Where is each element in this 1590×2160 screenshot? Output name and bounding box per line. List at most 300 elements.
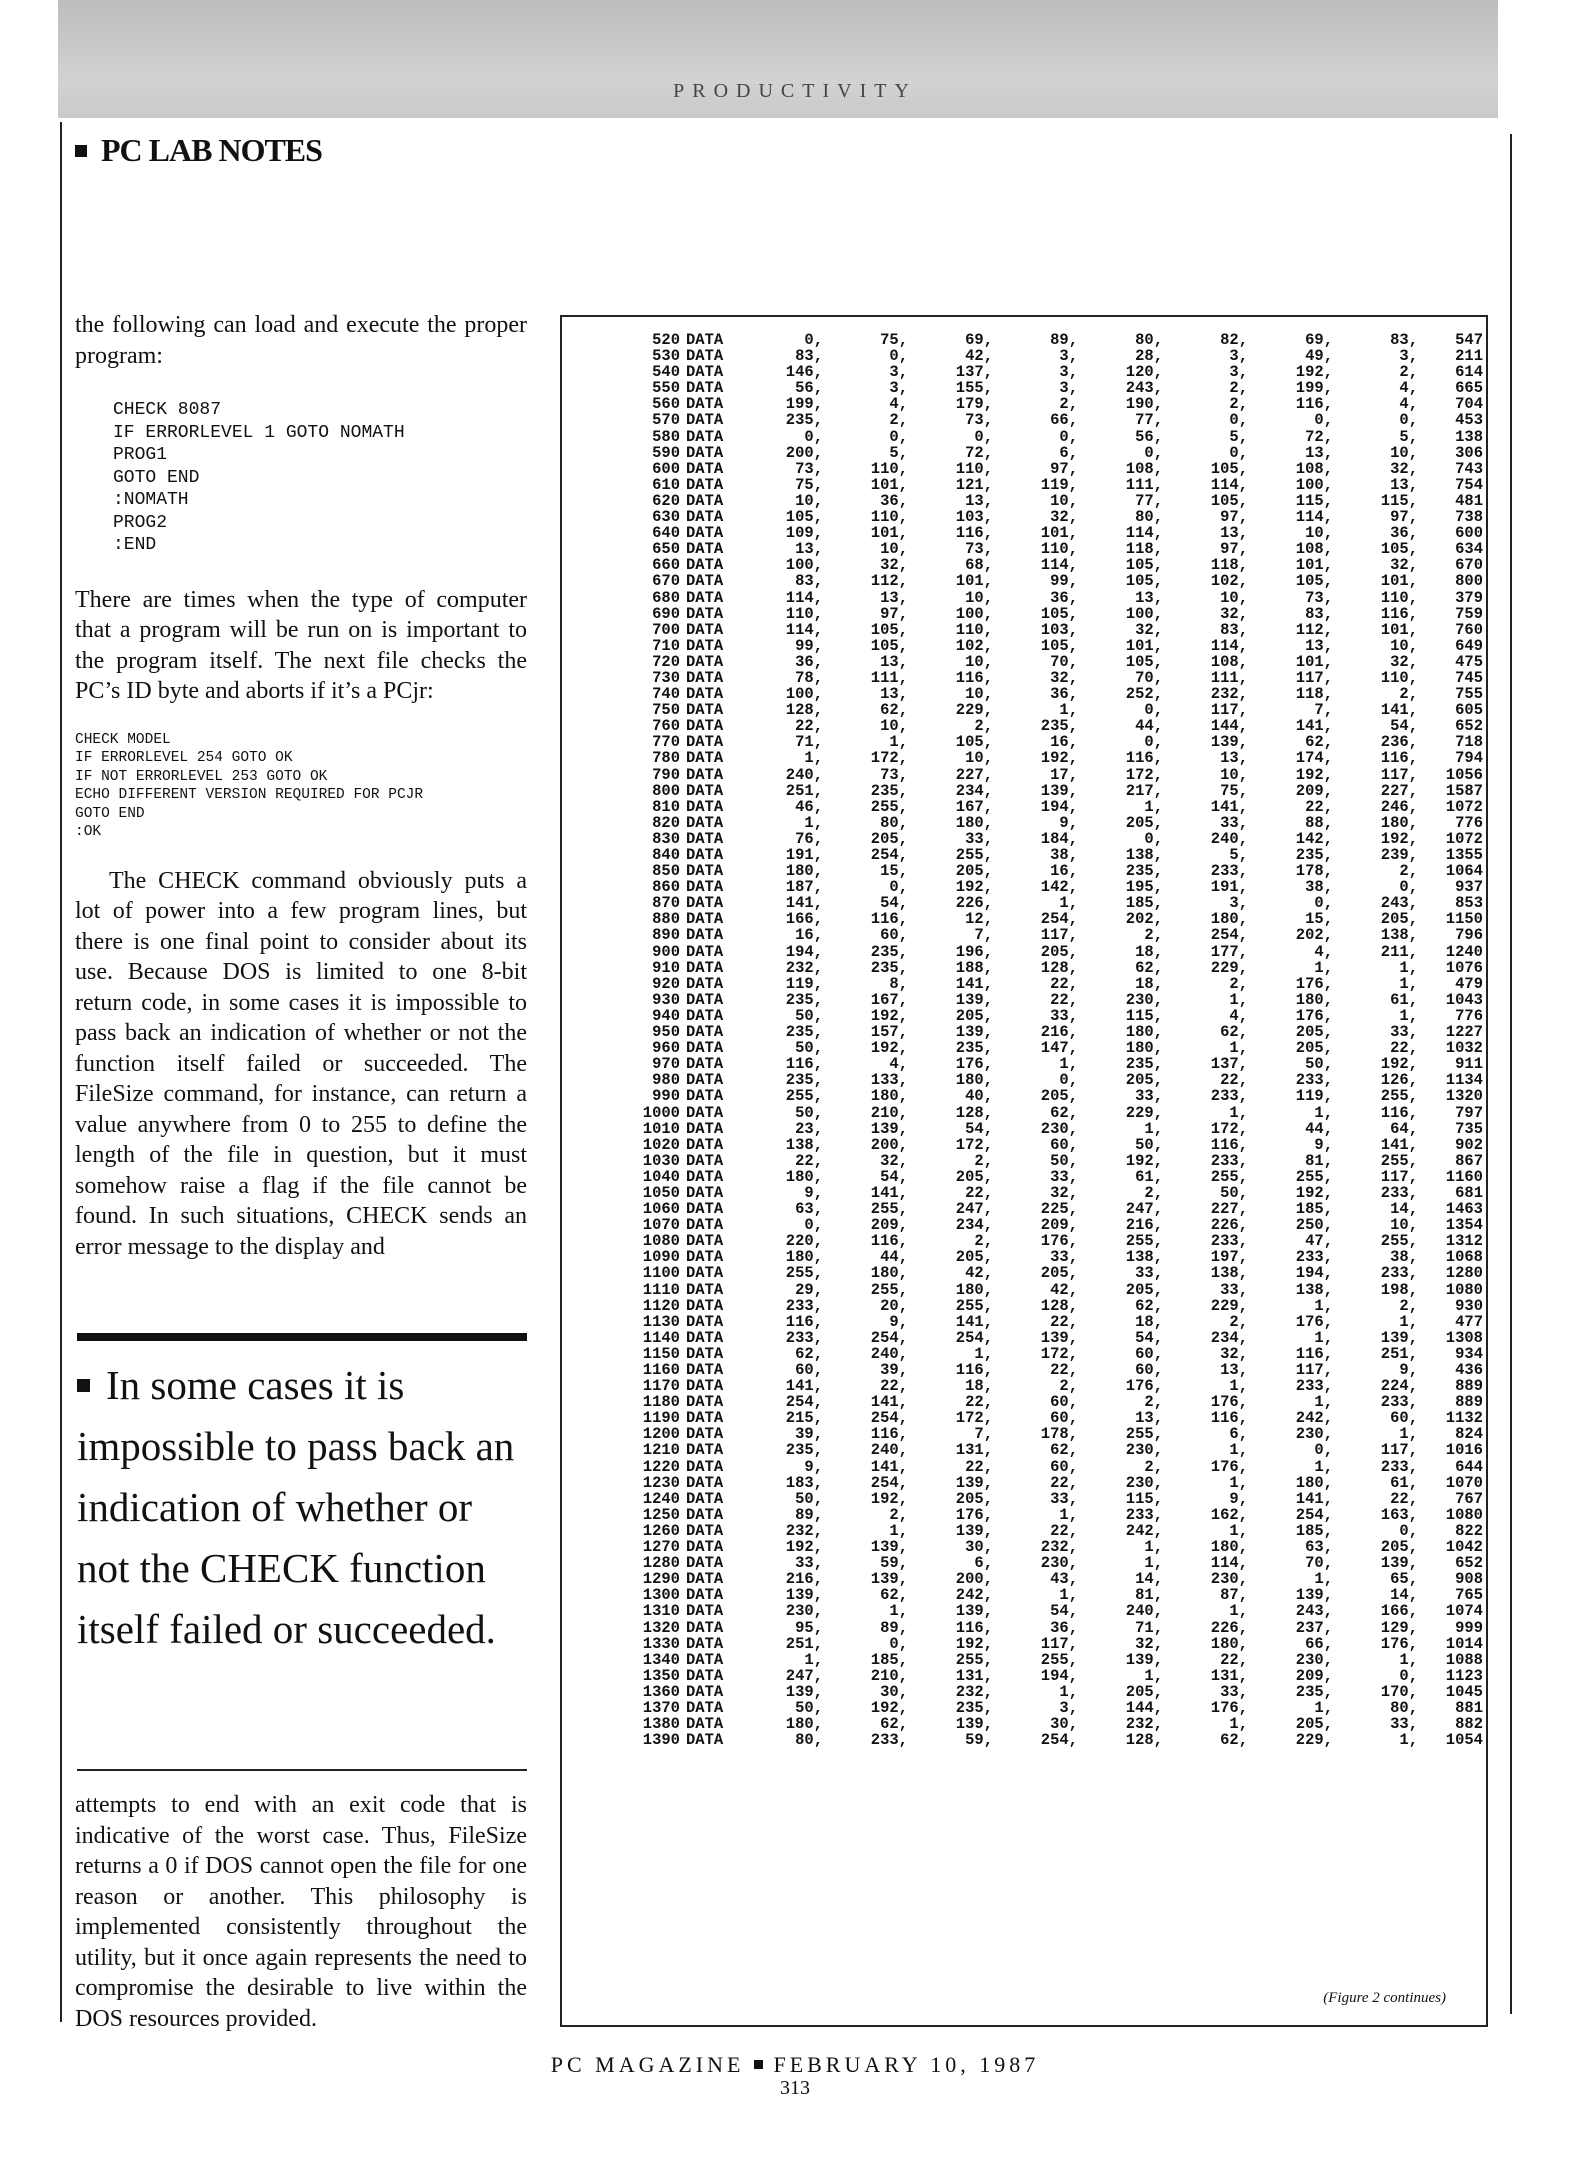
data-value: 205, (1040, 942, 1078, 961)
data-value: 116, (955, 1618, 993, 1637)
paragraph-computer-type: There are times when the type of computer that a program will be run on is important to the program itself. The next file checks the PC’s ID byte and aborts if it’s a PCjr: (75, 586, 527, 704)
checksum-cell: 379 (1455, 588, 1483, 607)
column-title-text: PC LAB NOTES (101, 132, 322, 168)
data-value: 0, (1144, 829, 1163, 848)
data-value: 232, (785, 958, 823, 977)
data-value: 69, (1305, 331, 1333, 349)
table-row (634, 606, 1483, 622)
data-keyword: DATA (686, 459, 724, 478)
line-number: 770 (652, 733, 680, 752)
data-value: 22, (965, 1393, 993, 1412)
checksum-cell: 1587 (1445, 781, 1483, 800)
data-value: 100, (1125, 604, 1163, 623)
data-value: 108, (1125, 459, 1163, 478)
data-value: 1, (1229, 1039, 1248, 1058)
table-row (634, 815, 1483, 831)
line-number: 1100 (642, 1264, 680, 1283)
data-value: 255, (1125, 1232, 1163, 1251)
data-value: 235, (1040, 717, 1078, 736)
data-value: 3, (889, 363, 908, 382)
line-number: 590 (652, 443, 680, 462)
data-value: 0, (1314, 1441, 1333, 1460)
data-value: 60, (1050, 1457, 1078, 1476)
data-value: 146, (785, 363, 823, 382)
table-row (634, 1475, 1483, 1491)
data-value: 232, (955, 1682, 993, 1701)
data-value: 166, (785, 910, 823, 929)
data-value: 121, (955, 475, 993, 494)
checksum-cell: 1080 (1445, 1280, 1483, 1299)
data-value: 10, (965, 588, 993, 607)
data-value: 1, (1229, 1103, 1248, 1122)
table-row (634, 590, 1483, 606)
data-keyword: DATA (686, 1296, 724, 1315)
data-value: 229, (1210, 958, 1248, 977)
data-value: 0, (1229, 411, 1248, 430)
table-row (634, 348, 1483, 364)
data-value: 7, (974, 926, 993, 945)
line-number: 1350 (642, 1666, 680, 1685)
data-value: 254, (870, 846, 908, 864)
table-row (634, 1233, 1483, 1249)
data-keyword: DATA (686, 1344, 724, 1363)
data-value: 1, (1144, 1119, 1163, 1138)
data-value: 128, (785, 701, 823, 720)
data-value: 100, (955, 604, 993, 623)
data-value: 0, (1229, 443, 1248, 462)
data-value: 1, (1059, 1682, 1078, 1701)
data-value: 138, (1125, 846, 1163, 864)
data-value: 1, (1059, 1505, 1078, 1524)
checksum-cell: 1054 (1445, 1731, 1483, 1750)
data-value: 32, (880, 556, 908, 575)
data-value: 205, (1125, 1682, 1163, 1701)
data-value: 230, (785, 1602, 823, 1621)
data-value: 105, (1040, 604, 1078, 623)
checksum-cell: 902 (1455, 1135, 1483, 1154)
data-value: 205, (870, 829, 908, 848)
data-value: 16, (795, 926, 823, 945)
data-value: 233, (1295, 1071, 1333, 1090)
data-value: 40, (965, 1087, 993, 1106)
data-value: 1, (1229, 990, 1248, 1009)
data-value: 60, (1050, 1393, 1078, 1412)
data-value: 172, (870, 749, 908, 768)
data-value: 7, (1314, 701, 1333, 720)
pullquote-bottom-rule (77, 1769, 527, 1771)
data-value: 137, (1210, 1055, 1248, 1074)
checksum-cell: 1045 (1445, 1682, 1483, 1701)
line-number: 740 (652, 685, 680, 704)
data-value: 76, (795, 829, 823, 848)
line-number: 1380 (642, 1715, 680, 1734)
table-row (634, 1410, 1483, 1426)
data-value: 139, (785, 1682, 823, 1701)
data-value: 4, (889, 1055, 908, 1074)
data-value: 115, (1125, 1489, 1163, 1508)
data-value: 10, (965, 685, 993, 704)
data-value: 10, (1390, 636, 1418, 655)
data-value: 117, (1210, 701, 1248, 720)
data-value: 229, (1295, 1731, 1333, 1750)
checksum-cell: 1123 (1445, 1666, 1483, 1685)
data-keyword: DATA (686, 1200, 724, 1219)
data-value: 36, (795, 652, 823, 671)
data-keyword: DATA (686, 620, 724, 639)
data-value: 192, (870, 1039, 908, 1058)
data-keyword: DATA (686, 540, 724, 559)
data-value: 36, (1390, 524, 1418, 543)
data-value: 5, (1399, 427, 1418, 446)
data-value: 176, (1295, 1006, 1333, 1025)
data-value: 105, (1380, 540, 1418, 559)
data-value: 243, (1125, 379, 1163, 398)
code-line: :END (113, 535, 157, 555)
line-number: 610 (652, 475, 680, 494)
data-value: 83, (795, 347, 823, 366)
data-keyword: DATA (686, 685, 724, 704)
data-value: 42, (1050, 1280, 1078, 1299)
data-value: 209, (1295, 781, 1333, 800)
data-value: 33, (1390, 1715, 1418, 1734)
data-value: 192, (785, 1538, 823, 1557)
data-keyword: DATA (686, 894, 724, 913)
line-number: 1220 (642, 1457, 680, 1476)
checksum-cell: 759 (1455, 604, 1483, 623)
data-value: 13, (1220, 1361, 1248, 1379)
data-value: 2, (1229, 1312, 1248, 1331)
checksum-cell: 1312 (1445, 1232, 1483, 1251)
data-keyword: DATA (686, 443, 724, 462)
data-value: 205, (1295, 1039, 1333, 1058)
data-value: 100, (785, 685, 823, 704)
data-keyword: DATA (686, 395, 724, 414)
data-value: 80, (1135, 331, 1163, 349)
data-keyword: DATA (686, 1441, 724, 1460)
line-number: 880 (652, 910, 680, 929)
data-value: 13, (1390, 475, 1418, 494)
data-value: 33, (1050, 1248, 1078, 1267)
data-value: 2, (974, 1232, 993, 1251)
data-value: 3, (1059, 379, 1078, 398)
data-value: 97, (1220, 508, 1248, 527)
data-value: 235, (955, 1698, 993, 1717)
data-value: 205, (955, 862, 993, 881)
data-value: 1, (1229, 1521, 1248, 1540)
data-value: 188, (955, 958, 993, 977)
data-value: 10, (1305, 524, 1333, 543)
data-value: 242, (1125, 1521, 1163, 1540)
data-value: 32, (1135, 1634, 1163, 1653)
line-number: 530 (652, 347, 680, 366)
data-value: 205, (1295, 1715, 1333, 1734)
data-value: 1, (1314, 1296, 1333, 1315)
data-value: 190, (1125, 395, 1163, 414)
data-value: 33, (795, 1554, 823, 1573)
data-value: 33, (1050, 1167, 1078, 1186)
line-number: 980 (652, 1071, 680, 1090)
data-value: 116, (1380, 1103, 1418, 1122)
data-value: 139, (785, 1586, 823, 1605)
data-value: 1, (1314, 1328, 1333, 1347)
data-value: 108, (1295, 540, 1333, 559)
checksum-cell: 138 (1455, 427, 1483, 446)
data-value: 1, (1399, 974, 1418, 993)
line-number: 1020 (642, 1135, 680, 1154)
data-value: 100, (1295, 475, 1333, 494)
table-row (634, 831, 1483, 847)
table-row (634, 1459, 1483, 1475)
checksum-cell: 1072 (1445, 797, 1483, 816)
data-keyword: DATA (686, 1264, 724, 1283)
data-value: 243, (1295, 1602, 1333, 1621)
data-value: 97, (1050, 459, 1078, 478)
data-value: 16, (1050, 862, 1078, 881)
data-value: 180, (785, 1248, 823, 1267)
data-value: 32, (1220, 1344, 1248, 1363)
figure-caption: (Figure 2 continues) (1323, 1990, 1446, 2006)
data-value: 139, (1295, 1586, 1333, 1605)
checksum-cell: 765 (1455, 1586, 1483, 1605)
data-value: 141, (955, 1312, 993, 1331)
data-value: 116, (785, 1312, 823, 1331)
data-value: 235, (785, 1071, 823, 1090)
data-value: 237, (1295, 1618, 1333, 1637)
data-value: 60, (795, 1361, 823, 1379)
data-value: 141, (1295, 1489, 1333, 1508)
data-value: 12, (965, 910, 993, 929)
data-value: 195, (1125, 878, 1163, 897)
data-value: 105, (870, 620, 908, 639)
data-value: 54, (880, 894, 908, 913)
data-value: 192, (955, 1634, 993, 1653)
data-value: 116, (1380, 749, 1418, 768)
line-number: 600 (652, 459, 680, 478)
line-number: 790 (652, 765, 680, 784)
data-value: 162, (1210, 1505, 1248, 1524)
checksum-cell: 652 (1455, 717, 1483, 736)
data-value: 105, (1125, 652, 1163, 671)
table-row (634, 1700, 1483, 1716)
data-value: 128, (955, 1103, 993, 1122)
data-value: 61, (1135, 1167, 1163, 1186)
checksum-cell: 937 (1455, 878, 1483, 897)
data-value: 3, (1229, 894, 1248, 913)
data-value: 13, (1305, 443, 1333, 462)
data-value: 167, (870, 990, 908, 1009)
data-value: 22, (1390, 1489, 1418, 1508)
data-value: 99, (795, 636, 823, 655)
data-value: 1, (804, 749, 823, 768)
data-value: 172, (955, 1135, 993, 1154)
checksum-cell: 1160 (1445, 1167, 1483, 1186)
data-keyword: DATA (686, 668, 724, 687)
data-value: 251, (785, 1634, 823, 1653)
table-row (634, 1153, 1483, 1169)
data-value: 1, (1229, 1377, 1248, 1396)
data-value: 101, (1295, 556, 1333, 575)
data-value: 235, (1295, 846, 1333, 864)
data-value: 235, (785, 411, 823, 430)
data-value: 176, (1295, 1312, 1333, 1331)
table-row (634, 1298, 1483, 1314)
checksum-cell: 824 (1455, 1425, 1483, 1444)
line-number: 1260 (642, 1521, 680, 1540)
line-number: 910 (652, 958, 680, 977)
data-value: 15, (880, 862, 908, 881)
data-value: 3, (1399, 347, 1418, 366)
data-value: 255, (1125, 1425, 1163, 1444)
data-value: 240, (1210, 829, 1248, 848)
data-value: 116, (870, 1425, 908, 1444)
data-value: 180, (1295, 1473, 1333, 1492)
data-keyword: DATA (686, 1183, 724, 1202)
data-value: 2, (889, 411, 908, 430)
data-value: 2, (1399, 685, 1418, 704)
data-value: 97, (1390, 508, 1418, 527)
checksum-cell: 1080 (1445, 1505, 1483, 1524)
data-value: 22, (1050, 1361, 1078, 1379)
data-value: 170, (1380, 1682, 1418, 1701)
checksum-cell: 1016 (1445, 1441, 1483, 1460)
data-value: 18, (1135, 1312, 1163, 1331)
data-value: 13, (880, 588, 908, 607)
data-value: 139, (955, 1521, 993, 1540)
data-value: 176, (955, 1055, 993, 1074)
line-number: 960 (652, 1039, 680, 1058)
data-value: 105, (785, 508, 823, 527)
data-value: 180, (955, 813, 993, 832)
line-number: 830 (652, 829, 680, 848)
data-value: 194, (1295, 1264, 1333, 1283)
data-value: 101, (1295, 652, 1333, 671)
table-row (634, 622, 1483, 638)
data-value: 2, (1144, 926, 1163, 945)
line-number: 1170 (642, 1377, 680, 1396)
data-keyword: DATA (686, 1006, 724, 1025)
data-value: 180, (1125, 1039, 1163, 1058)
table-row (634, 1394, 1483, 1410)
data-value: 255, (1380, 1087, 1418, 1106)
data-value: 1, (1144, 1538, 1163, 1557)
data-value: 6, (1229, 1425, 1248, 1444)
data-value: 114, (1210, 475, 1248, 494)
checksum-cell: 477 (1455, 1312, 1483, 1331)
data-value: 0, (889, 347, 908, 366)
data-value: 185, (1295, 1521, 1333, 1540)
data-keyword: DATA (686, 1634, 724, 1653)
data-value: 54, (880, 1167, 908, 1186)
figure-listing-box (560, 315, 1488, 2027)
data-value: 38, (1305, 878, 1333, 897)
code-line: ECHO DIFFERENT VERSION REQUIRED FOR PCJR (75, 787, 424, 803)
data-value: 2, (1229, 379, 1248, 398)
data-value: 13, (880, 685, 908, 704)
data-value: 6, (1059, 443, 1078, 462)
line-number: 1090 (642, 1248, 680, 1267)
checksum-cell: 754 (1455, 475, 1483, 494)
data-value: 209, (1040, 1216, 1078, 1235)
table-row (634, 960, 1483, 976)
data-keyword: DATA (686, 781, 724, 800)
data-value: 230, (1295, 1425, 1333, 1444)
line-number: 1190 (642, 1409, 680, 1428)
data-value: 233, (870, 1731, 908, 1750)
line-number: 1310 (642, 1602, 680, 1621)
data-value: 114, (1210, 636, 1248, 655)
data-value: 33, (1050, 1006, 1078, 1025)
data-value: 235, (955, 1039, 993, 1058)
data-value: 1, (1059, 701, 1078, 720)
article-body-bottom (75, 1790, 527, 2034)
table-row (634, 734, 1483, 750)
data-value: 114, (1295, 508, 1333, 527)
table-row (634, 1169, 1483, 1185)
data-value: 114, (1125, 524, 1163, 543)
table-row (634, 1636, 1483, 1652)
data-value: 232, (1125, 1715, 1163, 1734)
checksum-cell: 908 (1455, 1570, 1483, 1589)
data-value: 185, (1125, 894, 1163, 913)
data-value: 138, (785, 1135, 823, 1154)
table-row (634, 1378, 1483, 1394)
line-number: 540 (652, 363, 680, 382)
data-value: 22, (1220, 1650, 1248, 1669)
data-value: 71, (1135, 1618, 1163, 1637)
data-value: 62, (1305, 733, 1333, 752)
data-keyword: DATA (686, 701, 724, 720)
data-value: 176, (1295, 974, 1333, 993)
data-value: 117, (1380, 1167, 1418, 1186)
table-row (634, 573, 1483, 589)
data-value: 137, (955, 363, 993, 382)
data-value: 110, (1380, 588, 1418, 607)
data-value: 39, (880, 1361, 908, 1379)
data-value: 88, (1305, 813, 1333, 832)
table-row (634, 1105, 1483, 1121)
data-value: 9, (1229, 1489, 1248, 1508)
line-number: 1130 (642, 1312, 680, 1331)
data-value: 0, (1399, 411, 1418, 430)
data-keyword: DATA (686, 1312, 724, 1331)
data-value: 1, (1399, 1006, 1418, 1025)
data-value: 177, (1210, 942, 1248, 961)
data-value: 3, (1059, 347, 1078, 366)
code-line: PROG1 (113, 445, 168, 465)
section-label: PRODUCTIVITY (673, 80, 917, 102)
data-value: 240, (870, 1344, 908, 1363)
data-value: 2, (1399, 363, 1418, 382)
data-value: 44, (880, 1248, 908, 1267)
data-value: 192, (870, 1489, 908, 1508)
checksum-cell: 776 (1455, 1006, 1483, 1025)
data-value: 111, (1125, 475, 1163, 494)
data-value: 66, (1305, 1634, 1333, 1653)
data-value: 1, (1229, 1441, 1248, 1460)
data-value: 2, (1399, 862, 1418, 881)
checksum-cell: 1134 (1445, 1071, 1483, 1090)
data-value: 60, (1050, 1135, 1078, 1154)
line-number: 620 (652, 491, 680, 510)
data-keyword: DATA (686, 1618, 724, 1637)
data-value: 235, (1295, 1682, 1333, 1701)
table-row (634, 412, 1483, 428)
data-value: 10, (880, 717, 908, 736)
data-value: 73, (1305, 588, 1333, 607)
data-value: 62, (795, 1344, 823, 1363)
data-value: 205, (1125, 1280, 1163, 1299)
data-value: 141, (955, 974, 993, 993)
